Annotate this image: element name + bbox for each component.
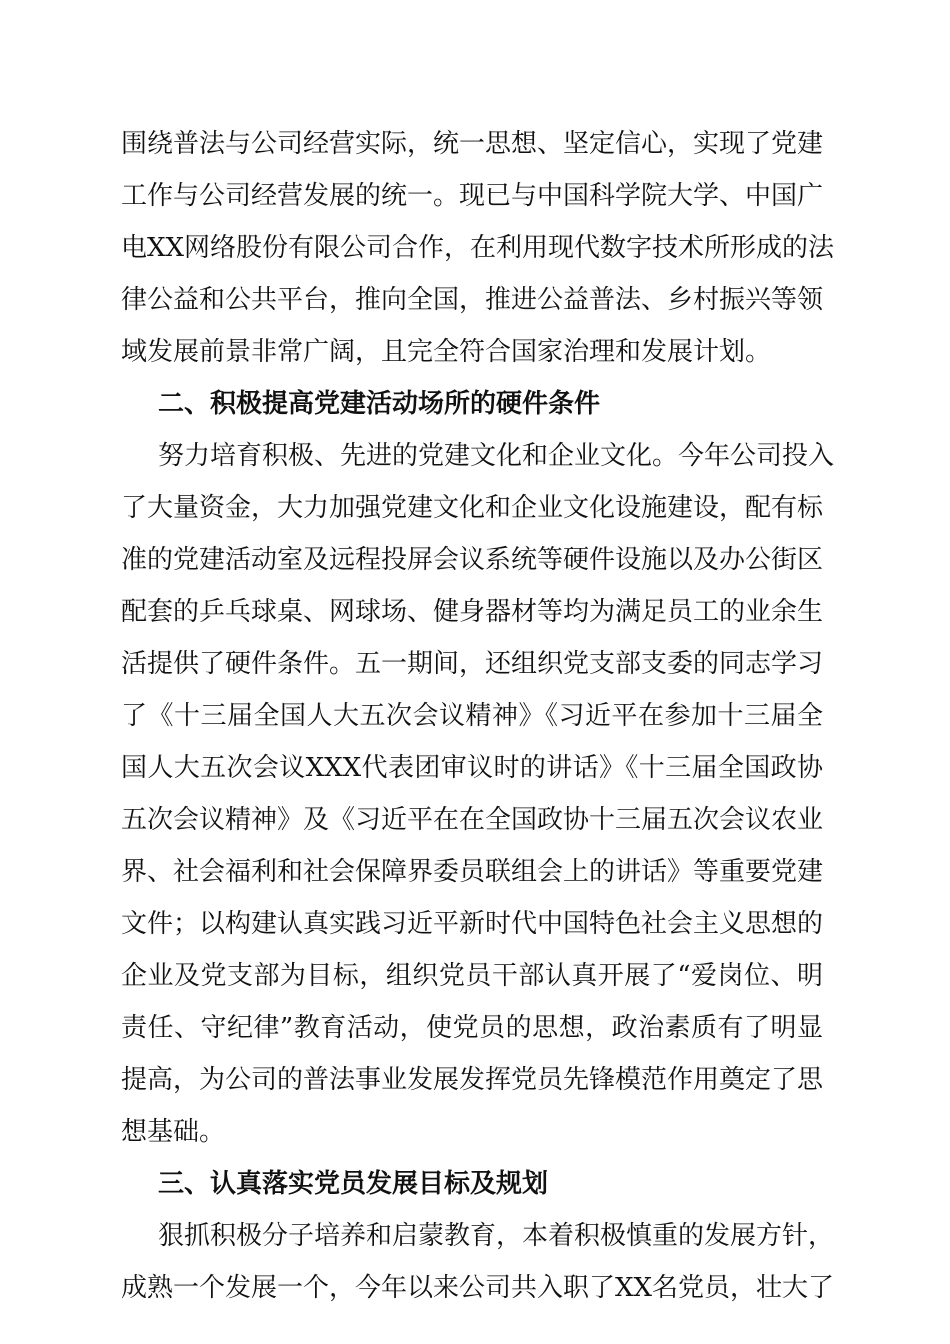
section-heading: 三、认真落实党员发展目标及规划 [158, 1169, 549, 1199]
paragraph-line: 责任、守纪律”教育活动，使党员的思想，政治素质有了明显 [121, 1013, 823, 1043]
paragraph-line: 围绕普法与公司经营实际，统一思想、坚定信心，实现了党建 [121, 129, 824, 159]
paragraph-line: 律公益和公共平台，推向全国，推进公益普法、乡村振兴等领 [121, 285, 824, 315]
paragraph-line: 活提供了硬件条件。五一期间，还组织党支部支委的同志学习 [121, 649, 824, 679]
paragraph-line: 文件；以构建认真实践习近平新时代中国特色社会主义思想的 [121, 909, 824, 939]
paragraph-line: 五次会议精神》及《习近平在在全国政协十三届五次会议农业 [121, 805, 824, 835]
paragraph-line: 成熟一个发展一个，今年以来公司共入职了XX名党员，壮大了 [121, 1273, 835, 1303]
paragraph-line: 企业及党支部为目标，组织党员干部认真开展了“爱岗位、明 [121, 961, 823, 991]
paragraph-line: 国人大五次会议XXX代表团审议时的讲话》《十三届全国政协 [121, 753, 823, 783]
paragraph-line: 狠抓积极分子培养和启蒙教育，本着积极慎重的发展方针， [158, 1221, 835, 1251]
paragraph-line: 域发展前景非常广阔，且完全符合国家治理和发展计划。 [121, 337, 772, 367]
paragraph-line: 配套的乒乓球桌、网球场、健身器材等均为满足员工的业余生 [121, 597, 824, 627]
paragraph-line: 了《十三届全国人大五次会议精神》《习近平在参加十三届全 [121, 701, 823, 731]
paragraph-line: 了大量资金，大力加强党建文化和企业文化设施建设，配有标 [121, 493, 824, 523]
paragraph-line: 准的党建活动室及远程投屏会议系统等硬件设施以及办公街区 [121, 545, 824, 575]
paragraph-line: 提高，为公司的普法事业发展发挥党员先锋模范作用奠定了思 [121, 1065, 824, 1095]
paragraph-line: 努力培育积极、先进的党建文化和企业文化。今年公司投入 [158, 441, 835, 471]
paragraph-line: 电XX网络股份有限公司合作，在利用现代数字技术所形成的法 [121, 233, 835, 263]
paragraph-line: 界、社会福利和社会保障界委员联组会上的讲话》等重要党建 [121, 857, 824, 887]
paragraph-line: 工作与公司经营发展的统一。现已与中国科学院大学、中国广 [121, 181, 824, 211]
paragraph-line: 想基础。 [121, 1117, 226, 1147]
section-heading: 二、积极提高党建活动场所的硬件条件 [158, 389, 601, 419]
